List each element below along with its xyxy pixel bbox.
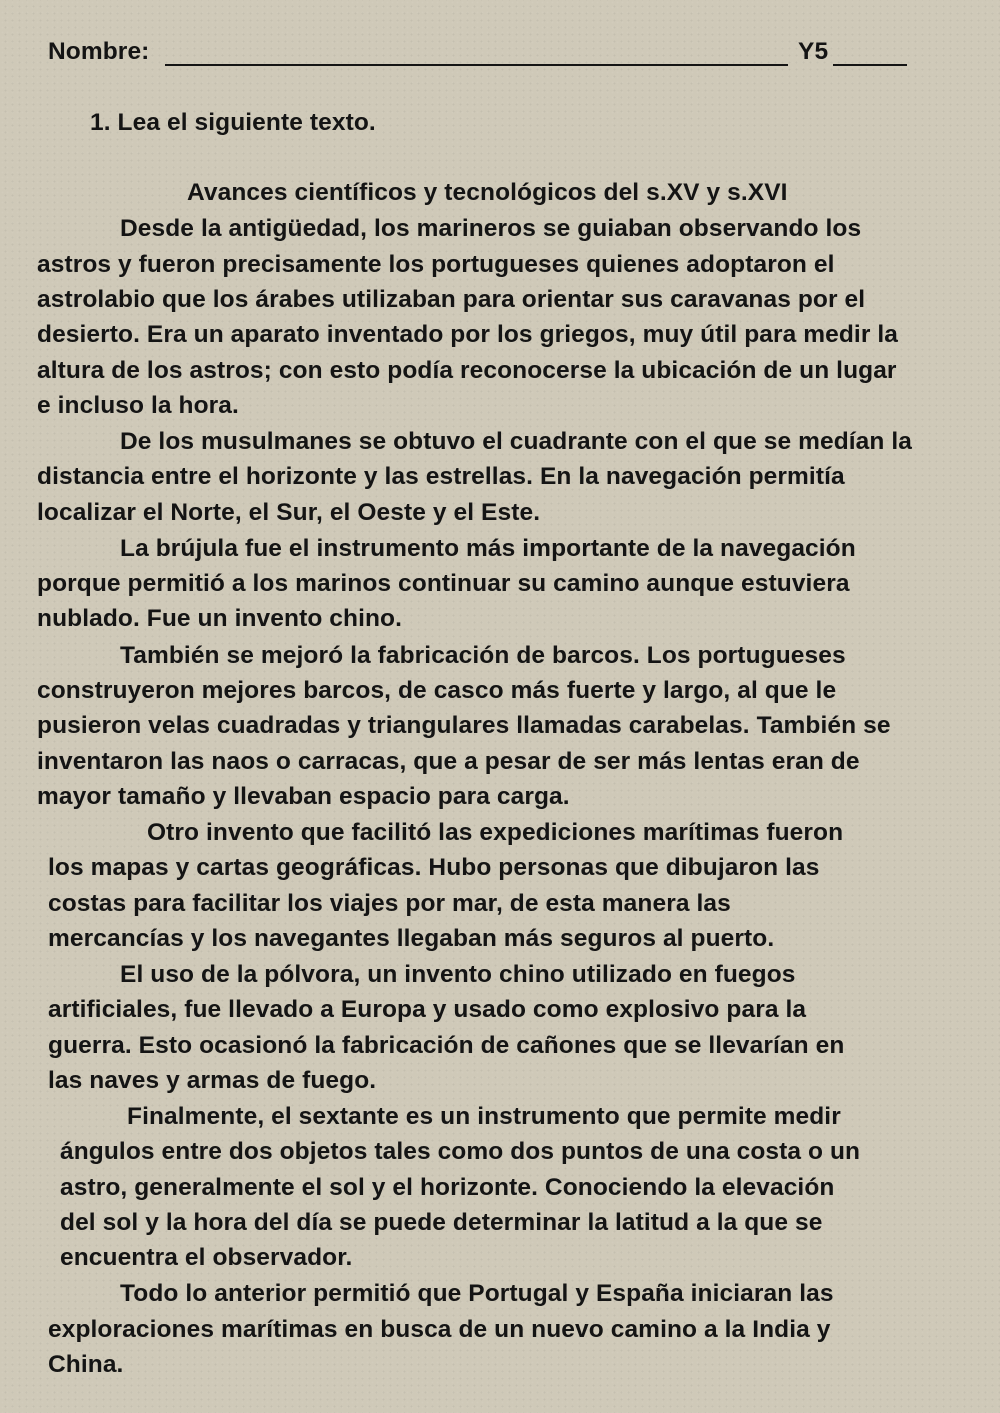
paragraph-line: exploraciones marítimas en busca de un nuevo camino a la India y <box>48 1316 831 1343</box>
reading-title: Avances científicos y tecnológicos del s.XV y s.XVI <box>187 179 788 206</box>
name-label: Nombre: <box>48 38 150 65</box>
paragraph-line: artificiales, fue llevado a Europa y usado como explosivo para la <box>48 996 807 1023</box>
paragraph-line: costas para facilitar los viajes por mar, de esta manera las <box>48 890 731 917</box>
paragraph-line: construyeron mejores barcos, de casco más fuerte y largo, al que le <box>37 677 837 704</box>
paragraph-line: del sol y la hora del día se puede determinar la latitud a la que se <box>60 1209 823 1236</box>
name-blank <box>165 64 788 66</box>
paragraph-line: guerra. Esto ocasionó la fabricación de cañones que se llevarían en <box>48 1032 845 1059</box>
paragraph-line: distancia entre el horizonte y las estrellas. En la navegación permitía <box>37 463 845 490</box>
paragraph-line: Todo lo anterior permitió que Portugal y España iniciaran las <box>120 1280 834 1307</box>
paragraph-line: De los musulmanes se obtuvo el cuadrante con el que se medían la <box>120 428 913 455</box>
grade-blank <box>833 64 907 66</box>
grade-label: Y5 <box>798 38 829 65</box>
paragraph-line: los mapas y cartas geográficas. Hubo personas que dibujaron las <box>48 854 820 881</box>
paragraph-line: porque permitió a los marinos continuar su camino aunque estuviera <box>37 570 850 597</box>
paragraph-line: También se mejoró la fabricación de barcos. Los portugueses <box>120 642 846 669</box>
paragraph-line: desierto. Era un aparato inventado por los griegos, muy útil para medir la <box>37 321 899 348</box>
paragraph-line: encuentra el observador. <box>60 1244 353 1271</box>
paragraph-line: las naves y armas de fuego. <box>48 1067 377 1094</box>
paragraph-line: Finalmente, el sextante es un instrumento que permite medir <box>127 1103 841 1130</box>
paragraph-line: mayor tamaño y llevaban espacio para carga. <box>37 783 570 810</box>
paragraph-line: Desde la antigüedad, los marineros se guiaban observando los <box>120 215 862 242</box>
paragraph-line: mercancías y los navegantes llegaban más seguros al puerto. <box>48 925 775 952</box>
instruction: 1. Lea el siguiente texto. <box>90 109 376 136</box>
paragraph-line: La brújula fue el instrumento más importante de la navegación <box>120 535 856 562</box>
paragraph-line: El uso de la pólvora, un invento chino utilizado en fuegos <box>120 961 796 988</box>
paragraph-line: e incluso la hora. <box>37 392 239 419</box>
paragraph-line: pusieron velas cuadradas y triangulares llamadas carabelas. También se <box>37 712 891 739</box>
paragraph-line: nublado. Fue un invento chino. <box>37 605 403 632</box>
paragraph-line: astros y fueron precisamente los portugueses quienes adoptaron el <box>37 251 835 278</box>
paragraph-line: altura de los astros; con esto podía reconocerse la ubicación de un lugar <box>37 357 897 384</box>
paragraph-line: China. <box>48 1351 124 1378</box>
paragraph-line: Otro invento que facilitó las expediciones marítimas fueron <box>147 819 844 846</box>
paragraph-line: localizar el Norte, el Sur, el Oeste y el Este. <box>37 499 541 526</box>
paragraph-line: ángulos entre dos objetos tales como dos puntos de una costa o un <box>60 1138 861 1165</box>
paragraph-line: astrolabio que los árabes utilizaban para orientar sus caravanas por el <box>37 286 866 313</box>
paragraph-line: inventaron las naos o carracas, que a pesar de ser más lentas eran de <box>37 748 860 775</box>
paragraph-line: astro, generalmente el sol y el horizonte. Conociendo la elevación <box>60 1174 835 1201</box>
